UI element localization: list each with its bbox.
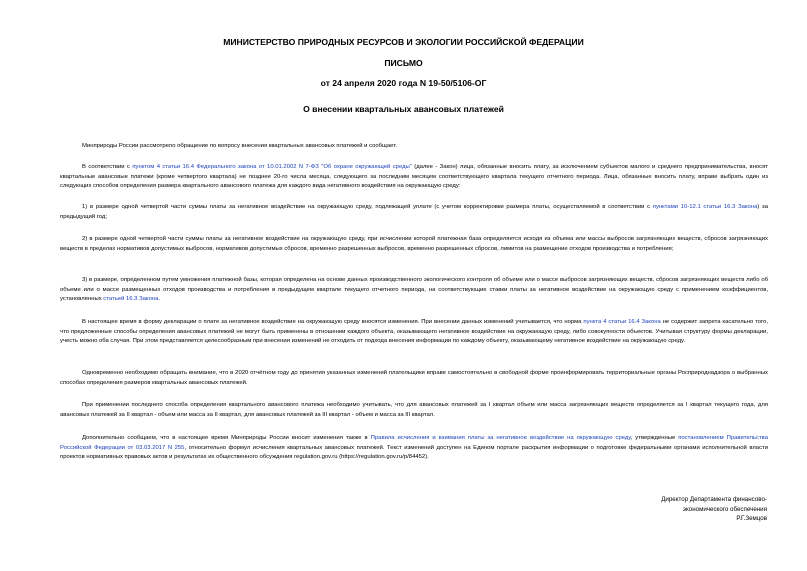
paragraph-2-text-start: В соответствии с	[82, 164, 133, 170]
paragraph-6-text-start: В настоящее время в форму декларации о плате за негативное воздействие на окружающую среду вносятся изменения. При внесении данных изменений учитывается, что норма	[82, 319, 584, 325]
paragraph-6-text-end: не содержит запрета касательно того, что предложенные способы определения авансовых платежей не могут быть применены в отношении каждого объекта, оказывающего негативное воздействие на окружающую среду, либо совокупности объектов. Учитывая структуру формы декларации, учесть можно оба случая. При этом представляется целесообразным при внесении изменений не отходить от подхода внесения информации по каждому объекту, оказывающему негативное воздействие на окружающую среду.	[60, 319, 769, 345]
paragraph-2	[60, 163, 768, 192]
paragraph-3	[60, 203, 768, 222]
paragraph-5	[60, 276, 768, 305]
signature-block	[661, 495, 767, 524]
rules-link[interactable]: Правила исчисления и взимания платы за негативное воздействие на окружающую среду	[370, 435, 631, 441]
signature-name: Р.Г.Земцов	[736, 515, 767, 523]
law-link-points-10-12[interactable]: пунктами 10-12.1 статьи 16.3 Закона	[652, 204, 758, 210]
paragraph-9	[60, 434, 768, 463]
paragraph-5-text-end: .	[158, 296, 161, 303]
paragraph-7: Одновременно необходимо обращать внимание, что в 2020 отчётном году до принятия указанных изменений плательщики вправе самостоятельно в свободной форме проинформировать территориальные органы Росприроднадзора о выбранных способах определения размеров квартальных авансовых платежей.	[60, 370, 768, 386]
paragraph-6	[60, 318, 768, 347]
paragraph-1: Минприроды России рассмотрело обращение по вопросу внесения квартальных авансовых платежей и сообщает.	[82, 143, 397, 149]
ministry-title: МИНИСТЕРСТВО ПРИРОДНЫХ РЕСУРСОВ И ЭКОЛОГИИ РОССИЙСКОЙ ФЕДЕРАЦИИ	[223, 37, 584, 47]
signature-position-line-1: Директор Департамента финансово-	[661, 496, 767, 503]
paragraph-4: 2) в размере одной четвертой части суммы платы за негативное воздействие на окружающую среду, при исчислении которой платежная база определяется исходя из объема или массы выбросов загрязняющих веществ, сбросов загрязняющих веществ в пределах нормативов допустимых выбросов, нормативов допустимых сбросов, временно разрешенных выбросов, временно разрешенных сбросов, лимитов на размещение отходов производства и потребления;	[60, 236, 768, 252]
law-link-point-4-article-16-4[interactable]: пункта 4 статьи 16.4 Закона	[583, 319, 661, 325]
document-type: ПИСЬМО	[384, 58, 423, 68]
paragraph-8: При применении последнего способа определения квартального авансового платежа необходимо учитывать, что для авансовых платежей за I квартал объем или масса загрязняющих веществ определяется за I квартал текущего года, для авансовых платежей за II квартал - объем или масса за II квартал, для авансовых платежей за III квартал - объем и масса за III квартал.	[60, 402, 768, 418]
law-link-article-16-3[interactable]: статьей 16.3 Закона	[103, 296, 159, 303]
law-link-article-16-4[interactable]: пунктом 4 статьи 16.4 Федерального закона от 10.01.2002 N 7-ФЗ "Об охране окружающей среды"	[132, 164, 412, 170]
paragraph-3-text-start: 1) в размере одной четвертой части суммы платы за негативное воздействие на окружающую среду, подлежащей уплате (с учетом корректировки размера платы, осуществляемой в соответствии с	[82, 204, 653, 210]
paragraph-3-text-end: ) за предыдущий год;	[60, 204, 768, 220]
document-subject: О внесении квартальных авансовых платежей	[303, 104, 504, 114]
government-decree-link[interactable]: постановлением Правительства Российской Федерации от 03.03.2017 N 255	[60, 435, 768, 451]
paragraph-2-text-end: (далее - Закон) лица, обязанные вносить плату, за исключением субъектов малого и среднего предпринимательства, вносят квартальные авансовые платежи (кроме четвертого квартала) не позднее 20-го числа месяца, следующего за последним месяцем соответствующего квартала текущего отчетного периода. Лица, обязанные вносить плату, вправе выбрать один из следующих способов определения размера квартального авансового платежа для каждого вида негативного воздействия на окружающую среду:	[60, 164, 768, 190]
document-date-number: от 24 апреля 2020 года N 19-50/5106-ОГ	[320, 78, 487, 88]
paragraph-9-text-end: , относительно формул исчисления квартальных авансовых платежей. Текст изменений доступен на Едином портале раскрытия информации о подготовке федеральными органами исполнительной власти проектов нормативных правовых актов и результатах их общественного обсуждения regulation.gov.ru (https://regulation.gov.ru/p/84452).	[60, 444, 769, 461]
paragraph-9-text-start: Дополнительно сообщаем, что в настоящее время Минприроды России вносит изменения также в	[82, 435, 371, 441]
paragraph-5-text-start: 3) в размере, определенном путем умножения платежной базы, которая определена на основе данных производственного экологического контроля об объеме или о массе выбросов загрязняющих веществ, сбросов загрязняющих веществ либо об объеме или о массе размещенных отходов производства и потребления в предыдущем квартале текущего отчетного периода, на соответствующие ставки платы за негативное воздействие на окружающую среду с применением коэффициентов, установленных	[60, 277, 768, 303]
paragraph-9-text-mid: , утвержденные	[630, 435, 679, 441]
signature-position-line-2: экономического обеспечения	[682, 505, 767, 513]
